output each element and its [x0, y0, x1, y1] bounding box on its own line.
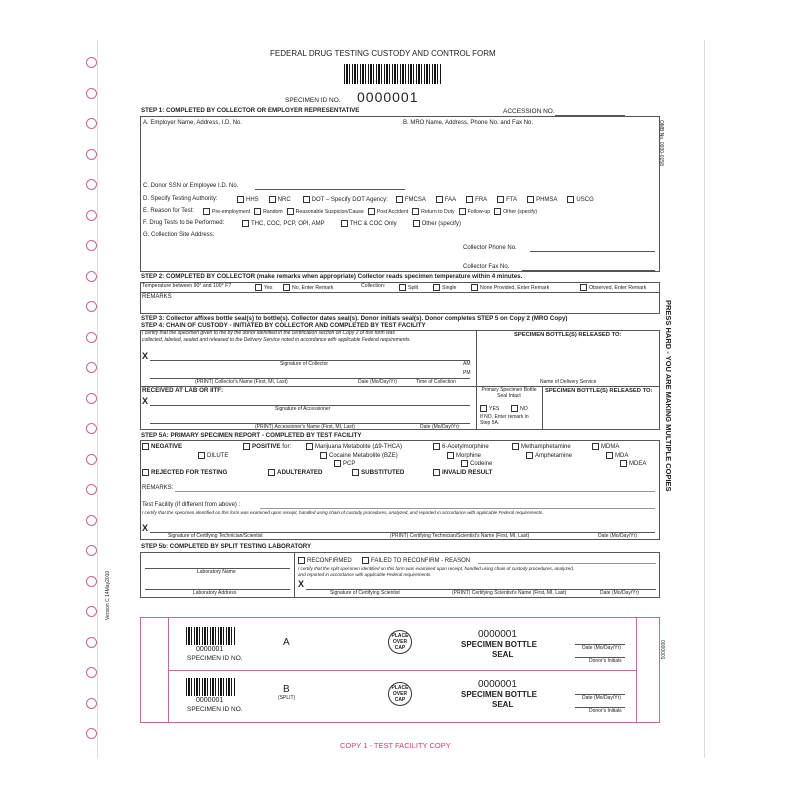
f-options-option: Other (specify) [413, 221, 461, 227]
accession-label: ACCESSION NO. [503, 108, 555, 115]
d-options-checkbox[interactable] [466, 196, 473, 203]
substituted-checkbox[interactable] [352, 469, 359, 476]
e-options-option: Return to Duty [412, 209, 454, 215]
left-tractor-hole [86, 515, 97, 526]
d-options-checkbox[interactable] [237, 196, 244, 203]
f-options-checkbox[interactable] [413, 220, 420, 227]
left-tractor-hole [86, 545, 97, 556]
split-checkbox[interactable] [399, 284, 406, 291]
sig-tech-label: Signature of Certifying Technician/Scientist [168, 533, 263, 539]
e-options-checkbox[interactable] [459, 208, 466, 215]
step3-header: STEP 3: Collector affixes bottle seal(s) to bottle(s). Collector dates seal(s). Donor initials seal(s). Donor completes STEP 5 on Copy 2 (MRO Copy) [141, 315, 568, 322]
step5b-header: STEP 5b: COMPLETED BY SPLIT TESTING LABORATORY [141, 543, 312, 550]
step5b-cert-1: I certify that the split specimen identified on this form was examined upon receipt, handled using chain of custody procedures, analyzed, [298, 566, 575, 571]
left-tractor-hole [86, 271, 97, 282]
e-options-option: Random [254, 209, 283, 215]
sig-collector-label: Signature of Collector [280, 361, 329, 367]
specimen-id-label: SPECIMEN ID NO. [285, 97, 341, 104]
step1-a: A. Employer Name, Address, I.D. No. [143, 120, 243, 126]
d-options-checkbox[interactable] [269, 196, 276, 203]
left-tractor-hole [86, 667, 97, 678]
place-over-cap-a: PLACE OVER CAP [388, 630, 412, 654]
label-b-letter: B [283, 684, 290, 695]
collection-label: Collection: [361, 283, 386, 289]
e-options-option: Other (specify) [494, 209, 537, 215]
step1-b: B. MRO Name, Address, Phone No. and Fax No. [403, 120, 534, 126]
e-options-checkbox[interactable] [254, 208, 261, 215]
d-options-option: NRC [269, 197, 291, 203]
label-b-barcode [186, 678, 236, 696]
failed-reconfirm-checkbox[interactable] [362, 557, 369, 564]
e-options-option: Post Accident [368, 209, 408, 215]
left-tractor-hole [86, 332, 97, 343]
step1-c: C. Donor SSN or Employee I.D. No. [143, 183, 239, 189]
label-a-barcode [186, 627, 236, 645]
e-options-option: Follow-up [459, 209, 491, 215]
d-options-option: HHS [237, 197, 259, 203]
step1-e: E. Reason for Test: [143, 208, 194, 214]
mdma-checkbox[interactable] [592, 443, 599, 450]
released-to-header: SPECIMEN BOTTLE(S) RELEASED TO: [514, 332, 622, 338]
print-collector-label: (PRINT) Collector's Name (First, MI, Last) [195, 379, 288, 385]
f-options-option: THC, COC, PCP, OPI, AMP [242, 221, 325, 227]
collector-fax-label: Collector Fax No. [463, 264, 510, 270]
e-options-checkbox[interactable] [287, 208, 294, 215]
form-title: FEDERAL DRUG TESTING CUSTODY AND CONTROL FORM [270, 49, 496, 58]
mda-checkbox[interactable] [606, 452, 613, 459]
left-tractor-hole [86, 57, 97, 68]
pcp-checkbox[interactable] [334, 460, 341, 467]
adulterated-checkbox[interactable] [268, 469, 275, 476]
left-tractor-hole [86, 637, 97, 648]
if-no-note: If NO, Enter remark in Step 5A. [480, 414, 529, 426]
left-tractor-hole [86, 179, 97, 190]
left-tractor-hole [86, 423, 97, 434]
step4-header: STEP 4: CHAIN OF CUSTODY - INITIATED BY COLLECTOR AND COMPLETED BY TEST FACILITY [141, 322, 426, 329]
f-options-checkbox[interactable] [242, 220, 249, 227]
released-to-header-2: SPECIMEN BOTTLE(S) RELEASED TO: [545, 388, 653, 394]
rejected-checkbox[interactable] [142, 469, 149, 476]
left-tractor-hole [86, 118, 97, 129]
e-options-option: Pre-employment [203, 209, 250, 215]
d-options-checkbox[interactable] [527, 196, 534, 203]
test-facility-label: Test Facility (if different from above) : [142, 502, 241, 508]
codeine-checkbox[interactable] [461, 460, 468, 467]
left-tractor-hole [86, 88, 97, 99]
d-options-option: FMCSA [396, 197, 426, 203]
left-tractor-hole [86, 728, 97, 739]
step4-cert-2: collected, labeled, sealed and released to the Delivery Service noted in accordance with applicable Federal requirements. [142, 337, 411, 343]
left-tractor-hole [86, 149, 97, 160]
reason-options [203, 208, 541, 216]
e-options-checkbox[interactable] [203, 208, 210, 215]
remarks-label: REMARKS [142, 294, 172, 300]
step1-f: F. Drug Tests to be Performed: [143, 220, 225, 226]
step5a-header: STEP 5A: PRIMARY SPECIMEN REPORT - COMPLETED BY TEST FACILITY [141, 432, 362, 439]
omb-number: OMB No. 0930-0158 [658, 120, 664, 166]
thc-checkbox[interactable] [306, 443, 313, 450]
d-options-option: DOT – Specify DOT Agency: [303, 197, 388, 203]
sig-scientist-label: Signature of Certifying Scientist [330, 590, 400, 596]
step1-g: G. Collection Site Address: [143, 232, 215, 238]
step5b-cert-2: and reported in accordance with applicable Federal requirements. [298, 572, 432, 577]
mdea-checkbox[interactable] [620, 460, 627, 467]
temp-question: Temperature between 90° and 100° F? [142, 283, 232, 289]
amp-checkbox[interactable] [526, 452, 533, 459]
reconfirmed-checkbox[interactable] [298, 557, 305, 564]
collector-phone-label: Collector Phone No. [463, 245, 517, 251]
d-options-checkbox[interactable] [303, 196, 310, 203]
drug-test-options [242, 220, 465, 228]
temp-no-checkbox[interactable] [283, 284, 290, 291]
print-accessioner-label: (PRINT) Accessioner's Name (First, MI, Last) [255, 424, 355, 430]
invalid-checkbox[interactable] [433, 469, 440, 476]
delivery-service-label: Name of Delivery Service [540, 379, 597, 385]
d-options-option: USCG [567, 197, 593, 203]
left-tractor-hole [86, 698, 97, 709]
press-hard-note: PRESS HARD - YOU ARE MAKING MULTIPLE COPIES [664, 300, 673, 492]
received-header: RECEIVED AT LAB OR IITF: [142, 387, 224, 394]
e-options-checkbox[interactable] [494, 208, 501, 215]
print-tech-label: (PRINT) Certifying Technician/Scientist's Name (First, MI, Last) [390, 533, 530, 539]
step5a-remarks: REMARKS: [142, 485, 174, 491]
seal-intact-label: Primary Specimen Bottle Seal Intact [481, 387, 537, 399]
meth-checkbox[interactable] [512, 443, 519, 450]
single-checkbox[interactable] [433, 284, 440, 291]
lab-address-label: Laboratory Address [193, 590, 237, 596]
negative-checkbox[interactable] [142, 443, 149, 450]
e-options-option: Reasonable Suspicion/Cause [287, 209, 364, 215]
positive-checkbox[interactable] [243, 443, 250, 450]
d-options-checkbox[interactable] [497, 196, 504, 203]
testing-authority-options [237, 196, 598, 204]
e-options-checkbox[interactable] [368, 208, 375, 215]
print-scientist-label: (PRINT) Certifying Scientist's Name (First, MI, Last) [452, 590, 567, 596]
seal-yes-checkbox[interactable] [480, 405, 487, 412]
step2-header: STEP 2: COMPLETED BY COLLECTOR (make remarks when appropriate) Collector reads specimen temperature within 4 minutes. [141, 273, 523, 280]
place-over-cap-b: PLACE OVER CAP [388, 682, 412, 706]
morphine-checkbox[interactable] [447, 452, 454, 459]
copy-label: COPY 1 - TEST FACILITY COPY [340, 741, 451, 750]
step1-header: STEP 1: COMPLETED BY COLLECTOR OR EMPLOYER REPRESENTATIVE [141, 107, 360, 114]
lab-name-label: Laboratory Name [197, 569, 236, 575]
left-tractor-hole [86, 240, 97, 251]
bze-checkbox[interactable] [320, 452, 327, 459]
side-code: 0000001 [659, 640, 665, 660]
left-tractor-hole [86, 576, 97, 587]
none-provided-checkbox[interactable] [471, 284, 478, 291]
d-options-option: FAA [436, 197, 456, 203]
d-options-option: FTA [497, 197, 517, 203]
step1-box [140, 116, 660, 272]
temp-yes-checkbox[interactable] [255, 284, 262, 291]
left-tractor-hole [86, 454, 97, 465]
f-options-option: THC & COC Only [341, 221, 397, 227]
left-tractor-hole [86, 606, 97, 617]
6am-checkbox[interactable] [433, 443, 440, 450]
step1-d: D. Specify Testing Authority: [143, 196, 218, 202]
step5a-cert: I certify that the specimen identified on this form was examined upon receipt, handled using chain of custody procedures, analyzed, and reported in accordance with applicable Federal requirements. [142, 510, 544, 515]
left-tractor-hole [86, 362, 97, 373]
label-a-letter: A [283, 637, 290, 648]
sig-accessioner-label: Signature of Accessioner [275, 406, 331, 412]
left-tractor-hole [86, 393, 97, 404]
version-note: Version C 14May2010 [105, 570, 111, 620]
f-options-checkbox[interactable] [341, 220, 348, 227]
d-options-option: FRA [466, 197, 487, 203]
sig-x-collector: X [142, 351, 149, 361]
left-tractor-hole [86, 301, 97, 312]
e-options-checkbox[interactable] [412, 208, 419, 215]
d-options-option: PHMSA [527, 197, 557, 203]
d-options-checkbox[interactable] [567, 196, 574, 203]
observed-checkbox[interactable] [580, 284, 587, 291]
left-tractor-hole [86, 484, 97, 495]
seal-no-checkbox[interactable] [511, 405, 518, 412]
d-options-checkbox[interactable] [396, 196, 403, 203]
specimen-id: 0000001 [357, 89, 419, 105]
header-barcode [344, 64, 442, 84]
step4-cert-1: I certify that the specimen given to me by the donor identified in the certification section on Copy 2 of this form was [142, 330, 395, 336]
d-options-checkbox[interactable] [436, 196, 443, 203]
left-tractor-hole [86, 210, 97, 221]
dilute-checkbox[interactable] [198, 452, 205, 459]
